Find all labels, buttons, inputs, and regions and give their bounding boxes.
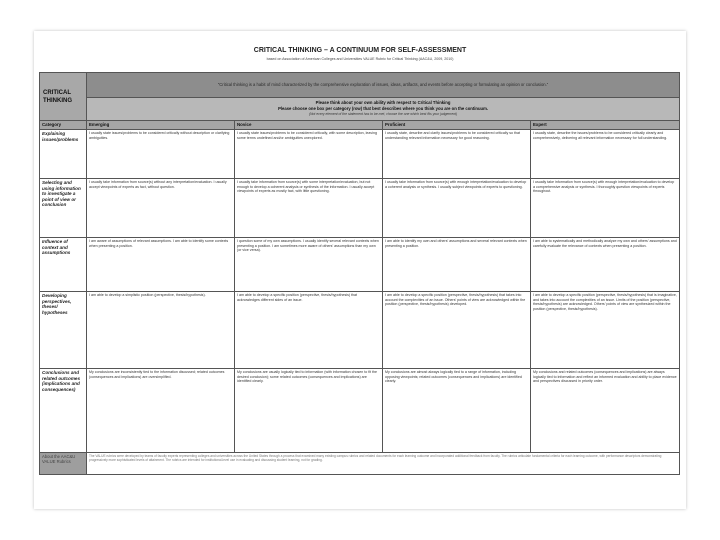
rubric-table <box>39 72 680 475</box>
selectable-cell[interactable]: I am able to systematically and methodically analyze my own and others’ assumptions and carefully evaluate the relevance of contexts when presenting a position. <box>531 238 680 292</box>
category-label: Developing perspectives, theses/ hypotheses <box>40 292 87 369</box>
category-label: Influence of context and assumptions <box>40 238 87 292</box>
selectable-cell[interactable]: I am able to develop a specific position (perspective, thesis/hypothesis) that takes into account the complexities of an issue. Others’ points of view are acknowledged within the position (perspective, thesis/hypothesis) developed. <box>383 292 531 369</box>
footer-text: The VALUE rubrics were developed by teams of faculty experts representing colleges and universities across the United States through a process that examined many existing campus rubrics and related documents for each learning outcome and incorporated additional feedback from faculty. The rubrics articulate fundamental criteria for each learning outcome, with performance descriptors demonstrating progressively more sophisticated levels of attainment. The rubrics are intended for institutional-level use in evaluating and discussing student learning, not for grading. <box>87 453 680 475</box>
category-label: Selecting and using information to investigate a point of view or conclusion <box>40 179 87 238</box>
header-expert: Expert <box>531 121 680 130</box>
selectable-cell[interactable]: I usually take information from source(s) with enough interpretation/evaluation to develop a comprehensive analysis or synthesis. I thoroughly question viewpoints of experts throughout. <box>531 179 680 238</box>
header-proficient: Proficient <box>383 121 531 130</box>
table-row <box>40 130 680 179</box>
instructions-line-2: Please choose one box per category (row) that best describes where you think you are on the continuum. <box>278 106 488 112</box>
selectable-cell[interactable]: I usually take information from source(s) with enough interpretation/evaluation to develop a coherent analysis or synthesis. I usually subject viewpoints of experts to questioning. <box>383 179 531 238</box>
selectable-cell[interactable]: I usually state issues/problems to be considered critically, with some description, leaving some terms undefined and/or ambiguities unexplored. <box>235 130 383 179</box>
table-row <box>40 292 680 369</box>
category-label: Conclusions and related outcomes (implications and consequences) <box>40 369 87 453</box>
header-category: Category <box>40 121 87 130</box>
selectable-cell[interactable]: I am able to develop a specific position (perspective, thesis/hypothesis) that is imaginative, and takes into account the complexities of an issue. Limits of the position (perspective, thesis/hypothesis) are acknowledged. Others’ points of view are synthesized within the position (perspective, thesis/hypothesis). <box>531 292 680 369</box>
selectable-cell[interactable]: My conclusions and related outcomes (consequences and implications) are always logically tied to information and reflect an informed evaluation and ability to place evidence and perspectives discussed in priority order. <box>531 369 680 453</box>
category-label: Explaining issues/problems <box>40 130 87 179</box>
document-page <box>34 31 686 509</box>
selectable-cell[interactable]: My conclusions are usually logically tied to information (with information chosen to fit the desired conclusion); some related outcomes (consequences and implications) are identified clearly. <box>235 369 383 453</box>
selectable-cell[interactable]: I am aware of assumptions of relevant assumptions. I am able to identify some contexts when presenting a position. <box>87 238 235 292</box>
critical-thinking-label: CRITICAL THINKING <box>40 73 87 121</box>
footer-row <box>40 453 680 475</box>
header-novice: Novice <box>235 121 383 130</box>
selectable-cell[interactable]: I am able to develop a simplistic position (perspective, thesis/hypothesis). <box>87 292 235 369</box>
instructions <box>87 98 680 121</box>
selectable-cell[interactable]: I usually take information from source(s) with some interpretation/evaluation, but not enough to develop a coherent analysis or synthesis of the information. I usually accept viewpoints of experts as mostly fact, with little questioning. <box>235 179 383 238</box>
definition-row <box>40 73 680 98</box>
footer-label: About the AAC&U VALUE Rubrics <box>40 453 87 475</box>
selectable-cell[interactable]: I am able to identify my own and others’ assumptions and several relevant contexts when presenting a position. <box>383 238 531 292</box>
header-emerging: Emerging <box>87 121 235 130</box>
table-row <box>40 179 680 238</box>
definition-quote: “Critical thinking is a habit of mind characterized by the comprehensive exploration of issues, ideas, artifacts, and events before accepting or formulating an opinion or conclusion.” <box>87 73 680 98</box>
selectable-cell[interactable]: My conclusions are inconsistently tied to the information discussed; related outcomes (consequences and implications) are oversimplified. <box>87 369 235 453</box>
selectable-cell[interactable]: My conclusions are almost always logically tied to a range of information, including opposing viewpoints; related outcomes (consequences and implications) are identified clearly. <box>383 369 531 453</box>
selectable-cell[interactable]: I usually state, describe the issues/problems to be considered critically clearly and comprehensively, delivering all relevant information necessary for full understanding. <box>531 130 680 179</box>
selectable-cell[interactable]: I usually state, describe and clarify issues/problems to be considered critically so that understanding relevant information necessary for good reasoning. <box>383 130 531 179</box>
document-title: CRITICAL THINKING – A CONTINUUM FOR SELF-ASSESSMENT <box>253 47 467 54</box>
instructions-line-3: (Not every element of the statement has to be met, choose the one which best fits your judgement) <box>308 111 458 116</box>
table-row <box>40 369 680 453</box>
selectable-cell[interactable]: I am able to develop a specific position (perspective, thesis/hypothesis) that acknowledges different sides of an issue. <box>235 292 383 369</box>
document-subtitle: based on Association of American Colleges and Universities VALUE Rubric for Critical Thinking (AAC&U, 2009, 2010) <box>266 57 454 61</box>
selectable-cell[interactable]: I usually state issues/problems to be considered critically without description or clarifying ambiguities. <box>87 130 235 179</box>
header-row <box>40 121 680 130</box>
instructions-row <box>40 98 680 121</box>
table-row <box>40 238 680 292</box>
selectable-cell[interactable]: I question some of my own assumptions. I usually identify several relevant contexts when presenting a position. I am sometimes more aware of others’ assumptions than my own (or vice versa). <box>235 238 383 292</box>
instructions-line-1: Please think about your own ability with respect to Critical Thinking <box>315 100 451 106</box>
selectable-cell[interactable]: I usually take information from source(s) without any interpretation/evaluation. I usually accept viewpoints of experts as fact, without question. <box>87 179 235 238</box>
